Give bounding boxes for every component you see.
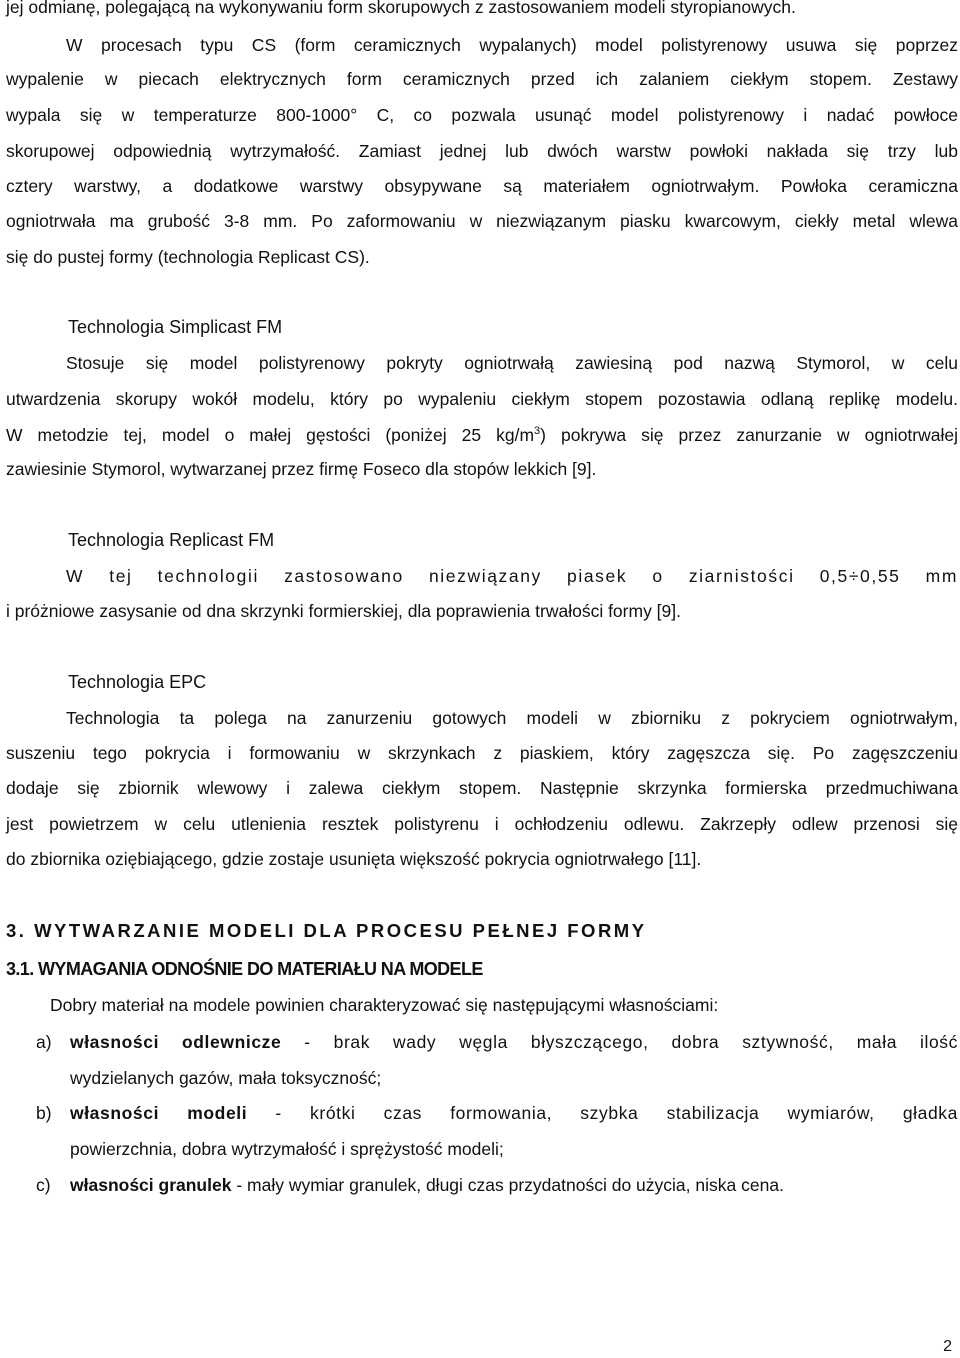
section-heading-epc: Technologia EPC (68, 672, 207, 692)
list-item (70, 1174, 958, 1196)
paragraph-line: zawiesinie Stymorol, wytwarzanej przez firmę Foseco dla stopów lekkich [9]. (6, 459, 597, 479)
list-item-label: b) (36, 1103, 52, 1123)
section-heading-replicast: Technologia Replicast FM (68, 530, 275, 550)
list-item-term: własności modeli (70, 1103, 248, 1123)
paragraph-line: jest powietrzem w celu utlenienia resztek polistyrenu i ochłodzeniu odlewu. Zakrzepły odlew przenosi się (6, 814, 958, 834)
paragraph-line: suszeniu tego pokrycia i formowaniu w skrzynkach z piaskiem, który zagęszcza się. Po zagęszczeniu (6, 743, 958, 763)
paragraph-line (6, 424, 958, 446)
paragraph-line: W tej technologii zastosowano niezwiązany piasek o ziarnistości 0,5÷0,55 mm (66, 566, 958, 586)
paragraph-line: utwardzenia skorupy wokół modelu, który po wypaleniu ciekłym stopem pozostawia odlaną replikę modelu. (6, 389, 958, 409)
paragraph-line: W procesach typu CS (form ceramicznych wypalanych) model polistyrenowy usuwa się poprzez (66, 35, 958, 55)
text-fragment: ) pokrywa się przez zanurzanie w ogniotrwałej (540, 425, 958, 445)
section-heading-simplicast: Technologia Simplicast FM (68, 317, 283, 337)
paragraph-line: cztery warstwy, a dodatkowe warstwy obsypywane są materiałem ogniotrwałym. Powłoka ceramiczna (6, 176, 958, 196)
paragraph-line: wypalenie w piecach elektrycznych form ceramicznych przed ich zalaniem ciekłym stopem. Zestawy (6, 69, 958, 89)
text-fragment: W metodzie tej, model o małej gęstości (poniżej 25 kg/m (6, 425, 535, 445)
list-item-label: a) (36, 1032, 52, 1052)
paragraph-line: wypala się w temperaturze 800-1000° C, co pozwala usunąć model polistyrenowy i nadać powłoce (6, 105, 958, 125)
paragraph-line: dodaje się zbiornik wlewowy i zalewa ciekłym stopem. Następnie skrzynka formierska przedmuchiwana (6, 778, 958, 798)
list-item-text: - krótki czas formowania, szybka stabilizacja wymiarów, gładka (247, 1103, 958, 1123)
page-number: 2 (943, 1338, 952, 1355)
paragraph-line: Technologia ta polega na zanurzeniu gotowych modeli w zbiorniku z pokryciem ogniotrwałym, (66, 708, 958, 728)
superscript: 3 (534, 425, 541, 438)
list-item-continuation: wydzielanych gazów, mała toksyczność; (70, 1068, 382, 1088)
section-heading: 3.1. WYMAGANIA ODNOŚNIE DO MATERIAŁU NA MODELE (6, 959, 483, 979)
chapter-heading: 3. WYTWARZANIE MODELI DLA PROCESU PEŁNEJ FORMY (6, 920, 647, 941)
list-item-term: własności granulek (70, 1175, 232, 1195)
paragraph-line: i próżniowe zasysanie od dna skrzynki formierskiej, dla poprawienia trwałości formy [9]. (6, 601, 681, 621)
paragraph-line: jej odmianę, polegającą na wykonywaniu form skorupowych z zastosowaniem modeli styropianowych. (6, 0, 796, 17)
paragraph-line: Stosuje się model polistyrenowy pokryty ogniotrwałą zawiesiną pod nazwą Stymorol, w celu (66, 353, 958, 373)
list-item-label: c) (36, 1175, 51, 1195)
list-item (70, 1031, 958, 1053)
list-item (70, 1102, 958, 1124)
paragraph-line: ogniotrwała ma grubość 3-8 mm. Po zaformowaniu w niezwiązanym piasku kwarcowym, ciekły metal wlewa (6, 211, 958, 231)
list-item-continuation: powierzchnia, dobra wytrzymałość i sprężystość modeli; (70, 1139, 504, 1159)
intro-line: Dobry materiał na modele powinien charakteryzować się następującymi własnościami: (50, 995, 719, 1015)
list-item-text: - mały wymiar granulek, długi czas przydatności do użycia, niska cena. (231, 1175, 784, 1195)
paragraph-line: skorupowej odpowiednią wytrzymałość. Zamiast jednej lub dwóch warstw powłoki nakłada się trzy lub (6, 141, 958, 161)
list-item-term: własności odlewnicze (70, 1032, 282, 1052)
paragraph-line: do zbiornika oziębiającego, gdzie zostaje usunięta większość pokrycia ogniotrwałego [11]. (6, 849, 702, 869)
list-item-text: - brak wady węgla błyszczącego, dobra sztywność, mała ilość (281, 1032, 958, 1052)
paragraph-line: się do pustej formy (technologia Replicast CS). (6, 247, 370, 267)
